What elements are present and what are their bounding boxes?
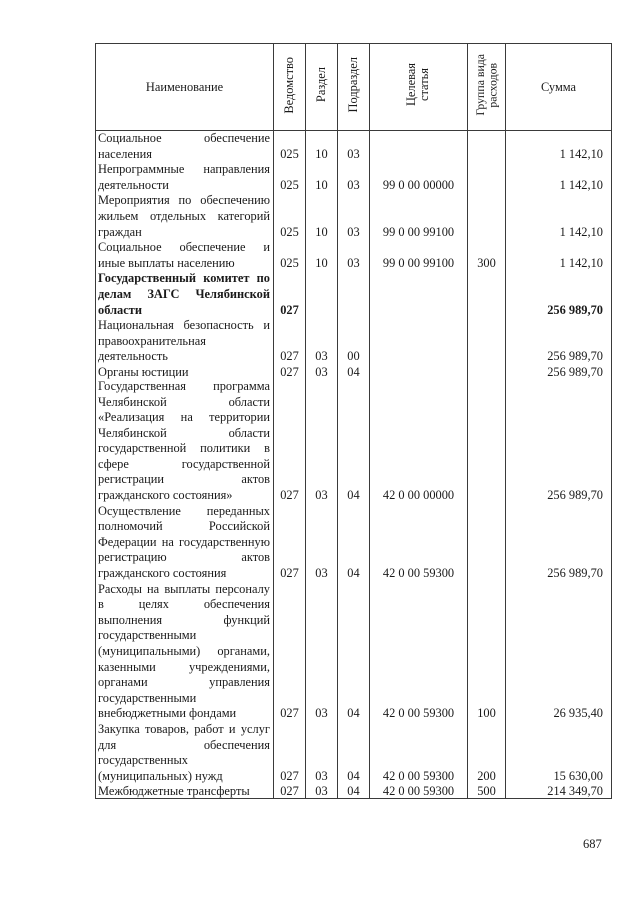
row-vedomstvo: 027 <box>274 318 306 365</box>
row-vedomstvo: 025 <box>274 193 306 240</box>
row-celevaya <box>370 318 468 365</box>
row-gruppa <box>468 379 506 504</box>
row-vedomstvo: 027 <box>274 784 306 799</box>
row-razdel: 10 <box>306 131 338 163</box>
table-row <box>96 504 612 582</box>
row-name: Расходы на выплаты персоналу в целях обеспечения выполнения функций государственными (муниципальными) органами, казенными учреждениями, органами управления государственными внебюджетными фондами <box>96 582 274 722</box>
row-podrazdel: 03 <box>338 162 370 193</box>
row-summa: 1 142,10 <box>506 131 612 163</box>
row-name: Мероприятия по обеспечению жильем отдельных категорий граждан <box>96 193 274 240</box>
row-vedomstvo: 027 <box>274 582 306 722</box>
row-razdel: 10 <box>306 162 338 193</box>
header-gruppa-vida-raskhodov: Группа вида расходов <box>468 44 506 131</box>
row-vedomstvo: 027 <box>274 271 306 318</box>
row-celevaya: 99 0 00 99100 <box>370 193 468 240</box>
table-row-department <box>96 271 612 318</box>
row-gruppa <box>468 162 506 193</box>
table-row <box>96 365 612 379</box>
table-row <box>96 162 612 193</box>
row-vedomstvo: 025 <box>274 131 306 163</box>
row-podrazdel: 04 <box>338 379 370 504</box>
row-name: Закупка товаров, работ и услуг для обеспечения государственных (муниципальных) нужд <box>96 722 274 784</box>
row-podrazdel: 04 <box>338 722 370 784</box>
header-celevaya-statya: Целевая статья <box>370 44 468 131</box>
row-podrazdel: 04 <box>338 504 370 582</box>
row-summa: 256 989,70 <box>506 379 612 504</box>
row-gruppa: 200 <box>468 722 506 784</box>
table-row <box>96 193 612 240</box>
row-razdel: 10 <box>306 193 338 240</box>
row-vedomstvo: 027 <box>274 504 306 582</box>
table-row <box>96 582 612 722</box>
table-row <box>96 784 612 799</box>
row-razdel: 10 <box>306 240 338 271</box>
row-podrazdel: 04 <box>338 365 370 379</box>
header-razdel: Раздел <box>306 44 338 131</box>
row-podrazdel: 03 <box>338 193 370 240</box>
row-gruppa <box>468 193 506 240</box>
row-gruppa <box>468 318 506 365</box>
row-name: Непрограммные направления деятельности <box>96 162 274 193</box>
header-name: Наименование <box>96 44 274 131</box>
row-celevaya: 99 0 00 99100 <box>370 240 468 271</box>
row-gruppa <box>468 365 506 379</box>
header-summa: Сумма <box>506 44 612 131</box>
row-name: Национальная безопасность и правоохранительная деятельность <box>96 318 274 365</box>
row-summa: 214 349,70 <box>506 784 612 799</box>
row-celevaya: 42 0 00 59300 <box>370 504 468 582</box>
row-name: Социальное обеспечение населения <box>96 131 274 163</box>
page-number: 687 <box>583 837 602 851</box>
row-podrazdel: 03 <box>338 240 370 271</box>
row-razdel: 03 <box>306 318 338 365</box>
row-name: Государственный комитет по делам ЗАГС Челябинской области <box>96 271 274 318</box>
row-name: Социальное обеспечение и иные выплаты населению <box>96 240 274 271</box>
table-row <box>96 318 612 365</box>
row-celevaya: 99 0 00 00000 <box>370 162 468 193</box>
row-vedomstvo: 027 <box>274 722 306 784</box>
row-razdel <box>306 271 338 318</box>
row-summa: 256 989,70 <box>506 365 612 379</box>
row-summa: 1 142,10 <box>506 193 612 240</box>
row-summa: 256 989,70 <box>506 504 612 582</box>
row-summa: 1 142,10 <box>506 162 612 193</box>
row-name: Государственная программа Челябинской области «Реализация на территории Челябинской области государственной политики в сфере государственной регистрации актов гражданского состояния» <box>96 379 274 504</box>
row-razdel: 03 <box>306 784 338 799</box>
row-gruppa: 300 <box>468 240 506 271</box>
row-name: Органы юстиции <box>96 365 274 379</box>
row-name: Осуществление переданных полномочий Российской Федерации на государственную регистрацию актов гражданского состояния <box>96 504 274 582</box>
table-row <box>96 131 612 163</box>
header-podrazdel: Подраздел <box>338 44 370 131</box>
row-gruppa <box>468 504 506 582</box>
row-razdel: 03 <box>306 722 338 784</box>
row-summa: 15 630,00 <box>506 722 612 784</box>
header-vedomstvo: Ведомство <box>274 44 306 131</box>
row-gruppa <box>468 271 506 318</box>
row-razdel: 03 <box>306 504 338 582</box>
row-vedomstvo: 025 <box>274 162 306 193</box>
row-summa: 256 989,70 <box>506 271 612 318</box>
row-podrazdel: 04 <box>338 582 370 722</box>
row-gruppa: 500 <box>468 784 506 799</box>
row-gruppa: 100 <box>468 582 506 722</box>
row-podrazdel: 00 <box>338 318 370 365</box>
row-name: Межбюджетные трансферты <box>96 784 274 799</box>
row-gruppa <box>468 131 506 163</box>
row-vedomstvo: 027 <box>274 379 306 504</box>
row-razdel: 03 <box>306 379 338 504</box>
row-celevaya: 42 0 00 00000 <box>370 379 468 504</box>
row-razdel: 03 <box>306 365 338 379</box>
table-row <box>96 379 612 504</box>
row-razdel: 03 <box>306 582 338 722</box>
table-row <box>96 240 612 271</box>
row-vedomstvo: 027 <box>274 365 306 379</box>
row-vedomstvo: 025 <box>274 240 306 271</box>
row-celevaya: 42 0 00 59300 <box>370 722 468 784</box>
row-celevaya <box>370 131 468 163</box>
budget-table <box>95 43 612 799</box>
row-celevaya <box>370 271 468 318</box>
row-podrazdel <box>338 271 370 318</box>
row-podrazdel: 03 <box>338 131 370 163</box>
row-celevaya <box>370 365 468 379</box>
row-summa: 256 989,70 <box>506 318 612 365</box>
row-summa: 1 142,10 <box>506 240 612 271</box>
table-header-row <box>96 44 612 131</box>
row-summa: 26 935,40 <box>506 582 612 722</box>
row-celevaya: 42 0 00 59300 <box>370 582 468 722</box>
row-celevaya: 42 0 00 59300 <box>370 784 468 799</box>
row-podrazdel: 04 <box>338 784 370 799</box>
table-row <box>96 722 612 784</box>
